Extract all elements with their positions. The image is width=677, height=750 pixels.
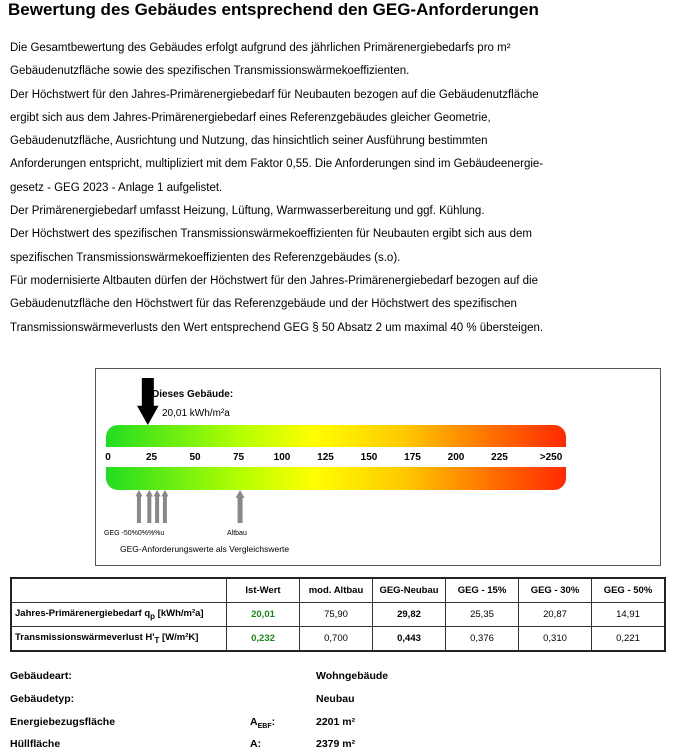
scale-caption: GEG-Anforderungswerte als Vergleichswerte — [120, 544, 290, 554]
altbau-arrow-label: Altbau — [227, 530, 247, 537]
geg-arrow-icon — [135, 490, 142, 523]
geg-arrow-icon — [161, 490, 168, 523]
geg-arrows-label: GEG -50%0%%%u — [104, 530, 165, 537]
table-cell: 20,87 — [519, 603, 592, 627]
paragraph-line: ergibt sich aus dem Jahres-Primärenergiebedarf eines Referenzgebäudes gleicher Geometrie, — [10, 111, 491, 124]
paragraph-line: Für modernisierte Altbauten dürfen der Höchstwert für den Jahres-Primärenergiebedarf bezogen auf die — [10, 274, 539, 287]
header-cell: GEG-Neubau — [373, 578, 446, 603]
info-label: Gebäudeart: — [10, 670, 72, 682]
scale-tick-label: 100 — [273, 452, 291, 463]
info-label: Gebäudetyp: — [10, 693, 75, 705]
table-cell: 0,443 — [373, 627, 446, 652]
info-value: Wohngebäude — [316, 670, 389, 682]
header-cell: GEG - 30% — [519, 578, 592, 603]
info-value: 2201 m² — [316, 716, 356, 728]
info-label: Hüllfläche — [10, 738, 61, 750]
paragraph-line: spezifischen Transmissionswärmekoeffizienten des Referenzgebäudes (s.o). — [10, 251, 401, 264]
comparison-table — [10, 577, 666, 652]
info-value: 2379 m² — [316, 738, 356, 750]
scale-tick-label: 0 — [105, 452, 111, 463]
scale-tick-label: >250 — [539, 452, 563, 463]
row-label: Jahres-Primärenergiebedarf $q_p$ [kWh/m²a] — [11, 603, 227, 627]
paragraph-line: Anforderungen entspricht, multipliziert mit dem Faktor 0,55. Die Anforderungen sind im Gebäudeenergie- — [10, 158, 544, 171]
scale-tick-label: 175 — [404, 452, 421, 463]
scale-tick-label: 200 — [447, 452, 465, 463]
table-cell: 0,376 — [446, 627, 519, 652]
table-header-row — [11, 578, 665, 603]
paragraph-line: Gebäudenutzfläche, Ausrichtung und Nutzung, das hinsichtlich seiner Ausführung bestimmten — [10, 135, 488, 148]
header-cell: GEG - 15% — [446, 578, 519, 603]
table-cell: 14,91 — [592, 603, 666, 627]
table-cell: 0,310 — [519, 627, 592, 652]
ist-wert-cell: 20,01 — [227, 603, 300, 627]
paragraph-line: Gebäudenutzfläche sowie des spezifischen Transmissionswärmekoeffizienten. — [10, 65, 410, 78]
scale-tick-label: 225 — [491, 452, 508, 463]
table-row — [11, 603, 665, 627]
header-cell: GEG - 50% — [592, 578, 666, 603]
paragraph-line: Gebäudenutzfläche den Höchstwert für das Referenzgebäude und der Höchstwert des spezifischen — [10, 298, 517, 311]
scale-tick-label: 25 — [145, 452, 158, 463]
geg-arrow-icon — [146, 490, 153, 523]
building-label: Dieses Gebäude: — [152, 389, 234, 400]
table-cell: 0,700 — [300, 627, 373, 652]
ist-wert-cell: 0,232 — [227, 627, 300, 652]
info-symbol: $A_{EBF}$: — [250, 716, 276, 731]
paragraph-line: gesetz - GEG 2023 - Anlage 1 aufgelistet. — [10, 181, 223, 194]
info-symbol: A: — [250, 738, 262, 750]
info-value: Neubau — [316, 693, 355, 705]
geg-arrow-icon — [154, 490, 161, 523]
row-label: Transmissionswärmeverlust $H'_T$ [W/m²K] — [11, 627, 227, 652]
paragraph-line: Der Höchstwert für den Jahres-Primärenergiebedarf für Neubauten bezogen auf die Gebäudenutzfläche — [10, 88, 539, 101]
this-building-arrow-icon — [137, 378, 159, 425]
header-cell: Ist-Wert — [227, 578, 300, 603]
table-cell: 25,35 — [446, 603, 519, 627]
altbau-arrow-icon — [236, 490, 245, 523]
paragraph-line: Der Höchstwert des spezifischen Transmissionswärmekoeffizienten für Neubauten ergibt sich aus dem — [10, 228, 533, 241]
table-row — [11, 627, 665, 652]
building-value: 20,01 kWh/m²a — [162, 408, 230, 419]
info-label: Energiebezugsfläche — [10, 716, 116, 728]
paragraph-line: Die Gesamtbewertung des Gebäudes erfolgt aufgrund des jährlichen Primärenergiebedarfs pro m² — [10, 42, 511, 54]
page-title: Bewertung des Gebäudes entsprechend den GEG-Anforderungen — [8, 0, 539, 19]
scale-tick-label: 150 — [360, 452, 378, 463]
table-cell: 75,90 — [300, 603, 373, 627]
scale-tick-label: 50 — [189, 452, 201, 463]
paragraph-line: Der Primärenergiebedarf umfasst Heizung, Lüftung, Warmwasserbereitung und ggf. Kühlung. — [10, 205, 485, 218]
table-cell: 29,82 — [373, 603, 446, 627]
scale-tick-label: 75 — [232, 452, 245, 463]
header-cell: mod. Altbau — [300, 578, 373, 603]
scale-tick-label: 125 — [317, 452, 334, 463]
table-cell: 0,221 — [592, 627, 666, 652]
paragraph-line: Transmissionswärmeverlusts den Wert entsprechend GEG § 50 Absatz 2 um maximal 40 % übersteigen. — [10, 321, 544, 334]
